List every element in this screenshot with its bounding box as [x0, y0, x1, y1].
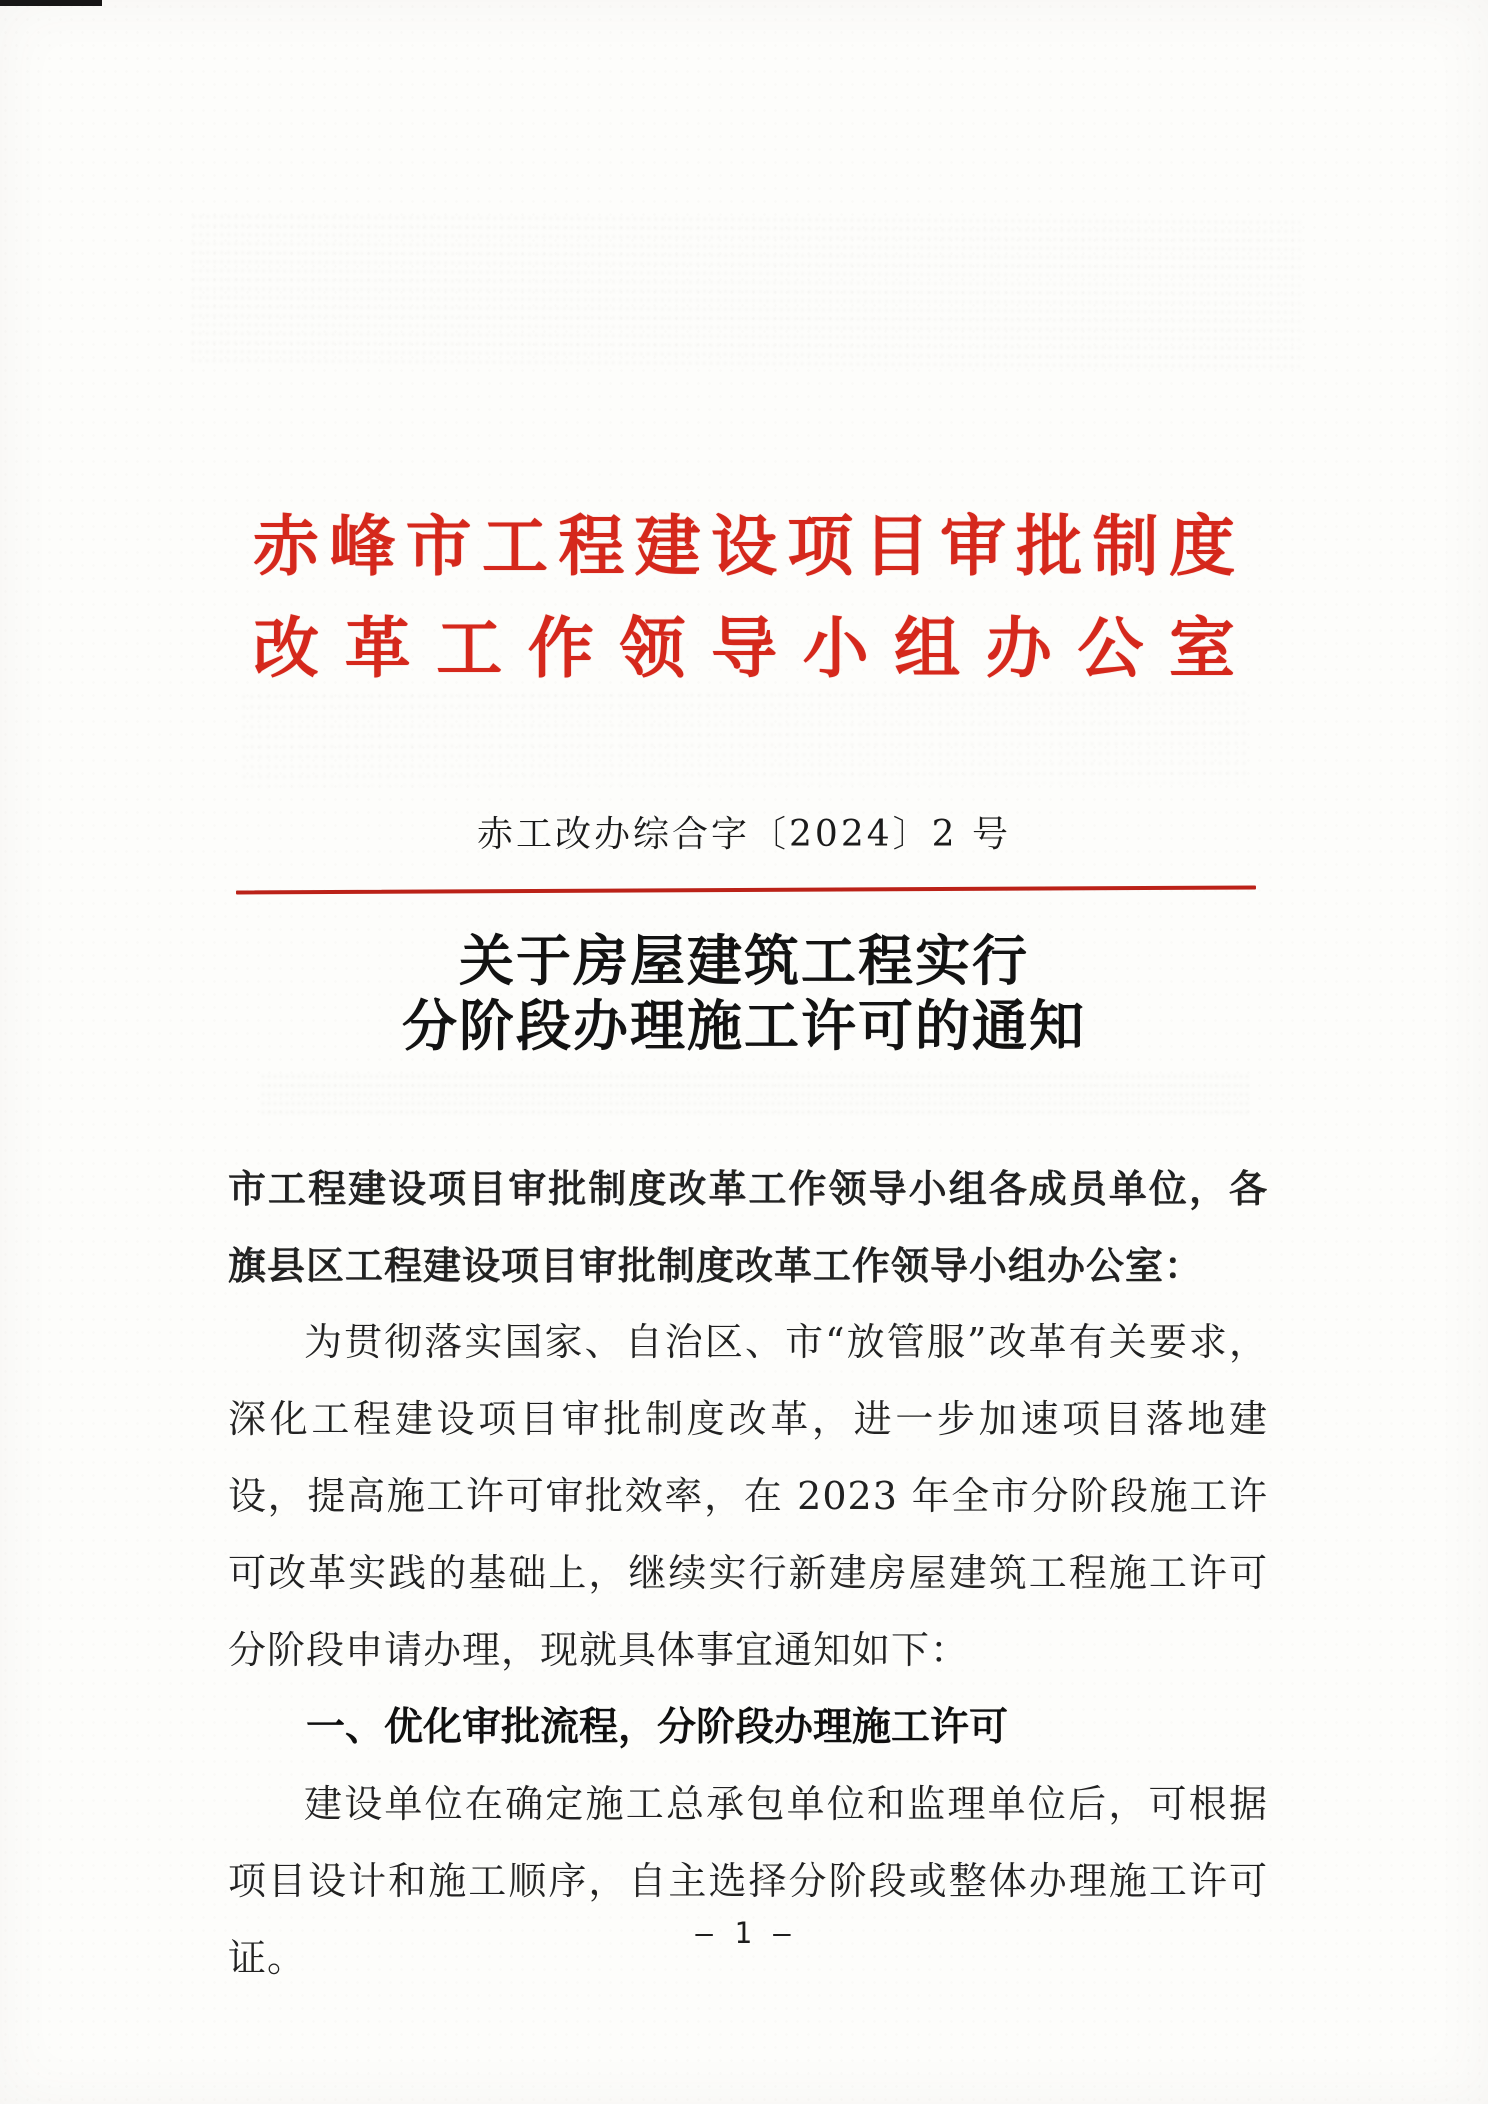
- notice-title-line-1: 关于房屋建筑工程实行: [458, 928, 1029, 993]
- bleed-through-ghost: [240, 688, 1250, 787]
- bleed-through-ghost: [190, 212, 1301, 368]
- letterhead-org-name-line-2: 改 革 工 作 领 导 小 组 办 公 室: [253, 609, 1235, 687]
- section-1-heading: 一、优化审批流程，分阶段办理施工许可: [306, 1705, 1009, 1750]
- letterhead-org-name-line-1: 赤 峰 市 工 程 建 设 项 目 审 批 制 度: [253, 507, 1235, 585]
- page-number: — 1 —: [695, 1916, 793, 1950]
- document-number: 赤工改办综合字〔2024〕2 号: [477, 814, 1011, 855]
- notice-body: [228, 1150, 1268, 1997]
- salutation: 市工程建设项目审批制度改革工作领导小组各成员单位，各旗县区工程建设项目审批制度改革工作领导小组办公室：: [228, 1166, 1268, 1288]
- scan-artifact-bar: [0, 0, 102, 6]
- bleed-through-ghost: [260, 1072, 1250, 1120]
- letterhead: [253, 498, 1235, 696]
- notice-title-line-2: 分阶段办理施工许可的通知: [401, 993, 1086, 1058]
- letterhead-divider-rule: [236, 886, 1256, 895]
- section-1-paragraph: 建设单位在确定施工总承包单位和监理单位后，可根据项目设计和施工顺序，自主选择分阶段或整体办理施工许可证。: [228, 1782, 1268, 1980]
- intro-paragraph: 为贯彻落实国家、自治区、市“放管服”改革有关要求，深化工程建设项目审批制度改革，进一步加速项目落地建设，提高施工许可审批效率，在 2023 年全市分阶段施工许可改革实践的基础上，继续实行新建房屋建筑工程施工许可分阶段申请办理，现就具体事宜通知如下：: [228, 1320, 1268, 1672]
- notice-title: [0, 928, 1488, 1058]
